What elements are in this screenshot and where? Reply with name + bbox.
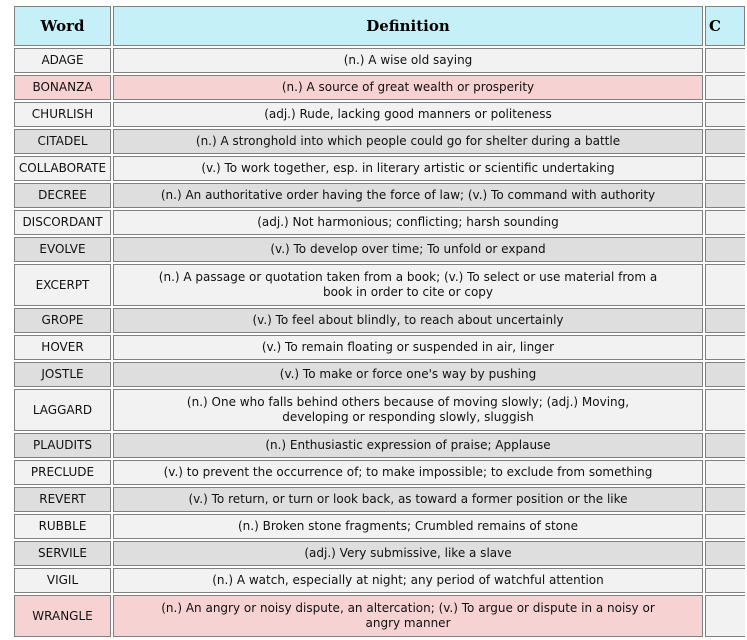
table-row (14, 48, 745, 73)
table-row (14, 568, 745, 593)
word-cell: PRECLUDE (14, 460, 111, 485)
definition-cell: (n.) Enthusiastic expression of praise; Applause (113, 433, 703, 458)
word-cell: GROPE (14, 308, 111, 333)
extra-cell (705, 595, 745, 637)
extra-cell (705, 362, 745, 387)
extra-cell (705, 335, 745, 360)
definition-cell: (n.) A wise old saying (113, 48, 703, 73)
extra-cell (705, 433, 745, 458)
definition-cell: (v.) To remain floating or suspended in air, linger (113, 335, 703, 360)
table-row (14, 433, 745, 458)
definition-cell: (n.) A source of great wealth or prosperity (113, 75, 703, 100)
table-row (14, 264, 745, 306)
word-cell: BONANZA (14, 75, 111, 100)
table-row (14, 129, 745, 154)
extra-cell (705, 514, 745, 539)
table-header-row (14, 6, 745, 46)
definition-cell: (adj.) Not harmonious; conflicting; harsh sounding (113, 210, 703, 235)
table-row (14, 183, 745, 208)
word-cell: EVOLVE (14, 237, 111, 262)
definition-cell: (v.) To make or force one's way by pushing (113, 362, 703, 387)
word-cell: EXCERPT (14, 264, 111, 306)
word-cell: JOSTLE (14, 362, 111, 387)
table-body (14, 48, 745, 637)
definition-cell: (n.) Broken stone fragments; Crumbled remains of stone (113, 514, 703, 539)
table-row (14, 514, 745, 539)
extra-cell (705, 389, 745, 431)
definition-cell: (n.) A watch, especially at night; any period of watchful attention (113, 568, 703, 593)
vocabulary-table (12, 4, 747, 639)
word-cell: ADAGE (14, 48, 111, 73)
word-cell: REVERT (14, 487, 111, 512)
definition-cell: (v.) To work together, esp. in literary artistic or scientific undertaking (113, 156, 703, 181)
definition-cell: (v.) To develop over time; To unfold or expand (113, 237, 703, 262)
word-cell: RUBBLE (14, 514, 111, 539)
extra-cell (705, 156, 745, 181)
definition-cell: (n.) An authoritative order having the force of law; (v.) To command with authority (113, 183, 703, 208)
extra-cell (705, 308, 745, 333)
definition-cell: (n.) An angry or noisy dispute, an altercation; (v.) To argue or dispute in a noisy or angry manner (113, 595, 703, 637)
word-cell: COLLABORATE (14, 156, 111, 181)
definition-cell: (v.) To return, or turn or look back, as toward a former position or the like (113, 487, 703, 512)
extra-cell (705, 102, 745, 127)
extra-cell (705, 210, 745, 235)
definition-cell: (n.) A passage or quotation taken from a book; (v.) To select or use material from a book in order to cite or copy (113, 264, 703, 306)
table-row (14, 156, 745, 181)
word-cell: DECREE (14, 183, 111, 208)
word-cell: DISCORDANT (14, 210, 111, 235)
table-row (14, 102, 745, 127)
table-row (14, 237, 745, 262)
word-cell: CHURLISH (14, 102, 111, 127)
definition-cell: (adj.) Rude, lacking good manners or politeness (113, 102, 703, 127)
word-cell: PLAUDITS (14, 433, 111, 458)
word-cell: VIGIL (14, 568, 111, 593)
word-cell: HOVER (14, 335, 111, 360)
extra-cell (705, 183, 745, 208)
extra-cell (705, 264, 745, 306)
definition-cell: (v.) to prevent the occurrence of; to make impossible; to exclude from something (113, 460, 703, 485)
table-row (14, 75, 745, 100)
definition-cell: (n.) A stronghold into which people could go for shelter during a battle (113, 129, 703, 154)
extra-cell (705, 568, 745, 593)
definition-cell: (v.) To feel about blindly, to reach about uncertainly (113, 308, 703, 333)
column-header-word: Word (14, 6, 111, 46)
table-row (14, 541, 745, 566)
table-row (14, 335, 745, 360)
column-header-definition: Definition (113, 6, 703, 46)
table-row (14, 210, 745, 235)
definition-cell: (adj.) Very submissive, like a slave (113, 541, 703, 566)
column-header-extra: C (705, 6, 745, 46)
extra-cell (705, 460, 745, 485)
word-cell: CITADEL (14, 129, 111, 154)
extra-cell (705, 75, 745, 100)
word-cell: SERVILE (14, 541, 111, 566)
extra-cell (705, 129, 745, 154)
extra-cell (705, 487, 745, 512)
table-row (14, 308, 745, 333)
table-row (14, 362, 745, 387)
table-row (14, 389, 745, 431)
definition-cell: (n.) One who falls behind others because of moving slowly; (adj.) Moving, developing or responding slowly, sluggish (113, 389, 703, 431)
word-cell: WRANGLE (14, 595, 111, 637)
table-row (14, 595, 745, 637)
extra-cell (705, 48, 745, 73)
extra-cell (705, 237, 745, 262)
table-row (14, 460, 745, 485)
extra-cell (705, 541, 745, 566)
word-cell: LAGGARD (14, 389, 111, 431)
table-row (14, 487, 745, 512)
